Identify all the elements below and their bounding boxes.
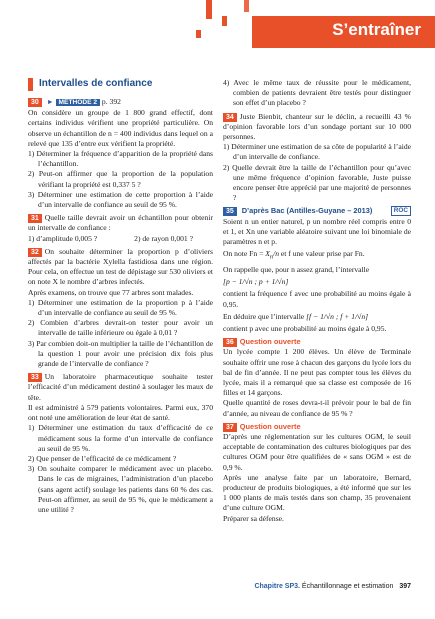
exercise-text: Après examens, on trouve que 77 arbres sont malades. [28, 287, 194, 297]
exercise-number: 35 [223, 207, 237, 216]
exercise-number: 33 [28, 373, 42, 382]
exercise-text: contient la fréquence f avec une probabilité au moins égale à 0,95. [223, 289, 411, 309]
page-title: S’entraîner [332, 20, 421, 39]
exercise-34 [223, 112, 411, 204]
question: 1) Déterminer une estimation du taux d’efficacité de ce médicament sous la forme d’un intervalle de confiance au seuil de 95 %. [28, 423, 213, 453]
exercise-33-continued [223, 78, 411, 109]
exercise-text: On considère un groupe de 1 800 grand effectif, dont certains individus vérifient une propriété particulière. On observe un échantillon de n = 400 individus dans lequel on a relevé que 135 d’entre eux vérifient la propriété. [28, 108, 213, 148]
question: 2) Peut-on affirmer que la proportion de la population vérifiant la propriété est 0,337 5 ? [28, 169, 213, 189]
exercise-33 [28, 372, 213, 515]
exercise-number: 32 [28, 248, 42, 257]
question: 1) Déterminer une estimation de la proportion p à l’aide d’un intervalle de confiance au seuil de 95 %. [28, 297, 213, 318]
exercise-37 [223, 422, 411, 524]
section-header [28, 78, 213, 91]
header-banner [252, 16, 435, 48]
question: 1) Déterminer une estimation de sa côte de popularité à l’aide d’un intervalle de confiance. [223, 142, 411, 162]
exercise-text: Soient n un entier naturel, p un nombre réel compris entre 0 et 1, et Xn une variable aléatoire suivant une loi binomiale de paramètres n et p. [223, 216, 411, 247]
question: 2) Combien d’arbres devrait-on tester pour avoir un intervalle de taille inférieure ou égale à 0,01 ? [28, 318, 213, 338]
chapter-title: Échantillonnage et estimation [301, 583, 394, 590]
exercise-number: 30 [28, 98, 42, 107]
page-footer [254, 583, 411, 590]
exercise-text: Préparer sa défense. [223, 513, 284, 523]
question: 2) Que penser de l’efficacité de ce médicament ? [28, 453, 177, 463]
left-column [28, 78, 213, 518]
page-reference[interactable]: p. 392 [101, 97, 121, 106]
exercise-number: 36 [223, 338, 237, 347]
exercise-heading: Question ouverte [239, 337, 301, 347]
exercise-30 [28, 97, 213, 210]
exercise-text: On souhaite déterminer la proportion p d’oliviers affectés par la bactérie Xylella fastidiosa dans une région. Pour cela, on effectue un test de dépistage sur 530 oliviers et on note X le nombre d’arbres infectés. [28, 246, 213, 287]
question: 3) Déterminer une estimation de cette proportion à l’aide d’un intervalle de confiance au seuil de 95 %. [28, 189, 213, 210]
header-decoration [206, 0, 212, 19]
fraction-formula: $X_n/n$ [265, 249, 279, 261]
question: 2) Quelle devrait être la taille de l’échantillon pour qu’avec une même fréquence d’opinion favorable, Juste puisse encore penser être apprécié par une majorité de personnes ? [223, 162, 411, 203]
definition-text: On note Fn = [223, 249, 264, 259]
exercise-text: D’après une réglementation sur les cultures OGM, le seuil acceptable de contamination des cultures biologiques par des cultures OGM pour être qualifiées de « sans OGM » est de 0,9 %. [223, 432, 411, 472]
method-link[interactable]: MÉTHODE 2 [56, 99, 100, 106]
page-number: 397 [399, 583, 411, 590]
header-decoration [196, 30, 201, 38]
question: 3) Par combien doit-on multiplier la taille de l’échantillon de la question 1 pour avoir une précision dix fois plus grande de l’intervalle de confiance ? [28, 338, 213, 369]
header-decoration [244, 0, 249, 12]
deduce-line [223, 312, 411, 322]
exercise-text: Il est administré à 579 patients volontaires. Parmi eux, 370 ont noté une amélioration de leur état de santé. [28, 402, 213, 423]
exercise-text: Un laboratoire pharmaceutique souhaite tester l’efficacité d’un médicament destiné à soulager les maux de tête. [28, 372, 213, 402]
definition-text: et f une valeur prise par Fn. [280, 249, 365, 259]
section-marker [28, 78, 33, 91]
exercise-text: contient p avec une probabilité au moins égale à 0,95. [223, 323, 387, 333]
right-column [223, 78, 411, 527]
interval-formula: [f − 1/√n ; f + 1/√n] [306, 311, 369, 321]
arrow-right-icon: ► [46, 98, 54, 106]
section-title: Intervalles de confiance [39, 78, 153, 90]
roc-badge: ROC [391, 206, 411, 216]
exercise-36 [223, 337, 411, 419]
exercise-35 [223, 206, 411, 334]
question: 4) Avec le même taux de réussite pour le médicament, combien de patients devraient être testés pour distinguer son effet d’un placebo ? [223, 78, 411, 108]
question: 3) On souhaite comparer le médicament avec un placebo. Dans le cas de migraines, l’administration d’un placebo (sans agent actif) soulage les patients dans 60 % des cas. Peut-on affirmer, au seuil de 95 %, que le médicament a une utilité ? [28, 464, 213, 514]
exercise-text: Quelle taille devrait avoir un échantillon pour obtenir un intervalle de confiance : [28, 213, 213, 233]
exercise-text: Après une analyse faite par un laboratoire, Bernard, producteur de produits biologiques, a été informé que sur les 1 000 plants de maïs testés dans son champ, 35 provenaient d’une culture OGM. [223, 472, 411, 513]
header-decoration [222, 16, 227, 26]
interval-formula: [p − 1/√n ; p + 1/√n] [223, 277, 289, 287]
exercise-text: Un lycée compte 1 200 élèves. Un élève de Terminale souhaite offrir une rose à chacun des garçons du lycée lors du bal de fin d’année. Il ne peut pas compter tous les élèves du lycée, mais il a remarqué que sa classe est composée de 16 filles et 14 garçons. [223, 347, 411, 398]
exercise-number: 34 [223, 113, 237, 122]
exercise-text: On rappelle que, pour n assez grand, l’intervalle [223, 264, 370, 274]
exercise-text: Juste Bienbit, chanteur sur le déclin, a recueilli 43 % d’opinion favorable lors d’un sondage portant sur 10 000 personnes. [223, 111, 411, 142]
exercise-text: Quelle quantité de roses devra-t-il prévoir pour le bal de fin d’année, au niveau de confiance de 95 % ? [223, 398, 411, 418]
exercise-heading: Question ouverte [239, 421, 301, 431]
definition-line [223, 249, 411, 263]
exercise-heading: D’après Bac (Antilles-Guyane – 2013) [241, 206, 373, 216]
exercise-32 [28, 247, 213, 369]
exercise-number: 31 [28, 214, 42, 223]
exercise-number: 37 [223, 423, 237, 432]
chapter-label: Chapitre SP3. [254, 583, 300, 590]
question: 1) d’amplitude 0,005 ? [28, 233, 98, 243]
question: 2) de rayon 0,001 ? [134, 233, 193, 243]
question: 1) Déterminer la fréquence d’apparition de la propriété dans l’échantillon. [28, 149, 213, 169]
exercise-31 [28, 213, 213, 244]
deduce-text: En déduire que l’intervalle [223, 311, 305, 321]
